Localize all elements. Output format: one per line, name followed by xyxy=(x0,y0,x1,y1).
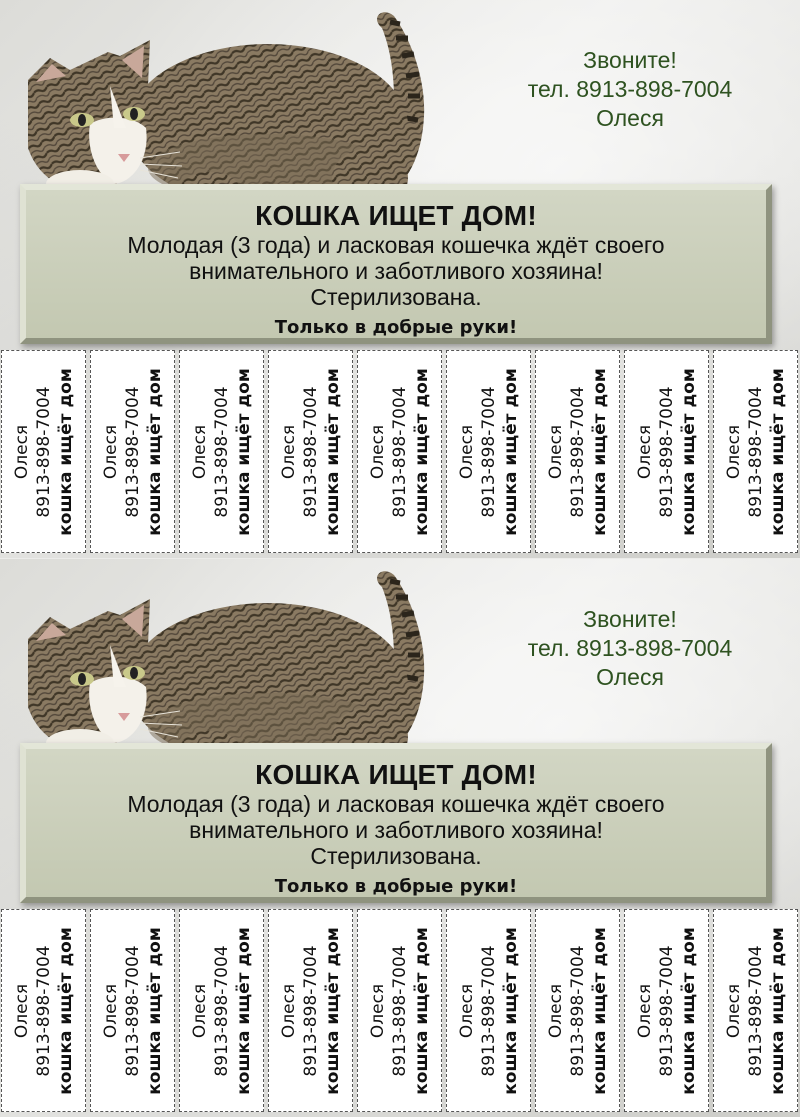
tab-title: кошка ищёт дом xyxy=(411,926,432,1095)
tab-text xyxy=(545,916,611,1106)
tear-off-tab[interactable] xyxy=(268,350,353,553)
tab-title: кошка ищёт дом xyxy=(411,367,432,536)
tear-off-tab[interactable] xyxy=(179,350,264,553)
tab-title: кошка ищёт дом xyxy=(767,926,788,1095)
tear-off-tab[interactable] xyxy=(446,350,531,553)
tab-name: Олеся xyxy=(11,424,32,479)
tab-title: кошка ищёт дом xyxy=(500,367,521,536)
tab-name: Олеся xyxy=(278,424,299,479)
tab-phone: 8913-898-7004 xyxy=(745,944,766,1077)
tear-off-tab[interactable] xyxy=(90,350,175,553)
tab-phone: 8913-898-7004 xyxy=(33,944,54,1077)
tab-text xyxy=(100,357,166,547)
tear-off-tab[interactable] xyxy=(179,909,264,1112)
tab-text xyxy=(278,916,344,1106)
tab-title: кошка ищёт дом xyxy=(767,367,788,536)
tear-off-tab[interactable] xyxy=(624,350,709,553)
tab-title: кошка ищёт дом xyxy=(233,926,254,1095)
tear-off-tab[interactable] xyxy=(713,909,798,1112)
tab-text xyxy=(189,357,255,547)
contact-block xyxy=(500,46,760,133)
info-panel xyxy=(20,743,772,903)
tab-text xyxy=(100,916,166,1106)
description xyxy=(26,791,766,869)
info-panel xyxy=(20,184,772,344)
tab-text xyxy=(367,916,433,1106)
description-line: Молодая (3 года) и ласковая кошечка ждёт своего xyxy=(127,791,665,817)
description-line: внимательного и заботливого хозяина! xyxy=(189,817,603,843)
tab-text xyxy=(545,357,611,547)
tab-text xyxy=(723,357,789,547)
tab-title: кошка ищёт дом xyxy=(500,926,521,1095)
good-hands-note: Только в добрые руки! xyxy=(274,876,518,897)
contact-block xyxy=(500,605,760,692)
tab-phone: 8913-898-7004 xyxy=(300,385,321,518)
tab-title: кошка ищёт дом xyxy=(233,367,254,536)
contact-name: Олеся xyxy=(596,664,664,690)
tab-text xyxy=(634,357,700,547)
tab-phone: 8913-898-7004 xyxy=(478,385,499,518)
description-line: Стерилизована. xyxy=(310,284,482,310)
tab-text xyxy=(723,916,789,1106)
description-line: внимательного и заботливого хозяина! xyxy=(189,258,603,284)
tab-name: Олеся xyxy=(100,983,121,1038)
tab-text xyxy=(456,916,522,1106)
tab-phone: 8913-898-7004 xyxy=(122,385,143,518)
tab-name: Олеся xyxy=(723,983,744,1038)
tear-off-tab[interactable] xyxy=(446,909,531,1112)
tab-text xyxy=(11,916,77,1106)
tab-phone: 8913-898-7004 xyxy=(745,385,766,518)
tab-text xyxy=(278,357,344,547)
tab-title: кошка ищёт дом xyxy=(144,367,165,536)
description-line: Молодая (3 года) и ласковая кошечка ждёт своего xyxy=(127,232,665,258)
tab-name: Олеся xyxy=(723,424,744,479)
tear-off-tab[interactable] xyxy=(1,909,86,1112)
phone-number: тел. 8913-898-7004 xyxy=(527,76,733,102)
tab-name: Олеся xyxy=(189,424,210,479)
tear-off-tabs xyxy=(1,350,799,553)
tab-title: кошка ищёт дом xyxy=(678,926,699,1095)
tab-text xyxy=(634,916,700,1106)
tab-phone: 8913-898-7004 xyxy=(389,944,410,1077)
tab-phone: 8913-898-7004 xyxy=(656,944,677,1077)
tab-text xyxy=(11,357,77,547)
tab-name: Олеся xyxy=(545,983,566,1038)
tab-name: Олеся xyxy=(456,983,477,1038)
tab-title: кошка ищёт дом xyxy=(589,367,610,536)
tab-title: кошка ищёт дом xyxy=(144,926,165,1095)
tear-off-tab[interactable] xyxy=(535,350,620,553)
tab-name: Олеся xyxy=(100,424,121,479)
tab-name: Олеся xyxy=(11,983,32,1038)
tab-name: Олеся xyxy=(278,983,299,1038)
tab-title: кошка ищёт дом xyxy=(55,926,76,1095)
tab-phone: 8913-898-7004 xyxy=(567,944,588,1077)
tear-off-tabs xyxy=(1,909,799,1112)
tab-text xyxy=(456,357,522,547)
call-label: Звоните! xyxy=(583,47,677,73)
tab-phone: 8913-898-7004 xyxy=(478,944,499,1077)
tear-off-tab[interactable] xyxy=(713,350,798,553)
tab-phone: 8913-898-7004 xyxy=(211,385,232,518)
tab-name: Олеся xyxy=(189,983,210,1038)
tab-text xyxy=(367,357,433,547)
flyer-bottom xyxy=(0,559,800,1117)
tab-phone: 8913-898-7004 xyxy=(33,385,54,518)
tab-name: Олеся xyxy=(456,424,477,479)
tab-phone: 8913-898-7004 xyxy=(567,385,588,518)
tab-title: кошка ищёт дом xyxy=(55,367,76,536)
tab-name: Олеся xyxy=(367,983,388,1038)
tear-off-tab[interactable] xyxy=(90,909,175,1112)
tear-off-tab[interactable] xyxy=(624,909,709,1112)
tear-off-tab[interactable] xyxy=(268,909,353,1112)
tab-name: Олеся xyxy=(634,983,655,1038)
tear-off-tab[interactable] xyxy=(357,350,442,553)
tear-off-tab[interactable] xyxy=(357,909,442,1112)
tab-title: кошка ищёт дом xyxy=(589,926,610,1095)
tab-name: Олеся xyxy=(367,424,388,479)
description-line: Стерилизована. xyxy=(310,843,482,869)
tab-title: кошка ищёт дом xyxy=(322,926,343,1095)
phone-number: тел. 8913-898-7004 xyxy=(527,635,733,661)
tab-phone: 8913-898-7004 xyxy=(656,385,677,518)
tear-off-tab[interactable] xyxy=(535,909,620,1112)
flyer-top xyxy=(0,0,800,558)
description xyxy=(26,232,766,310)
tab-title: кошка ищёт дом xyxy=(678,367,699,536)
call-label: Звоните! xyxy=(583,606,677,632)
tab-title: кошка ищёт дом xyxy=(322,367,343,536)
headline: КОШКА ИЩЕТ ДОМ! xyxy=(255,200,537,231)
contact-name: Олеся xyxy=(596,105,664,131)
headline: КОШКА ИЩЕТ ДОМ! xyxy=(255,759,537,790)
good-hands-note: Только в добрые руки! xyxy=(274,317,518,338)
tab-name: Олеся xyxy=(545,424,566,479)
tab-phone: 8913-898-7004 xyxy=(122,944,143,1077)
tab-phone: 8913-898-7004 xyxy=(389,385,410,518)
tab-phone: 8913-898-7004 xyxy=(300,944,321,1077)
tab-name: Олеся xyxy=(634,424,655,479)
tab-text xyxy=(189,916,255,1106)
tab-phone: 8913-898-7004 xyxy=(211,944,232,1077)
tear-off-tab[interactable] xyxy=(1,350,86,553)
